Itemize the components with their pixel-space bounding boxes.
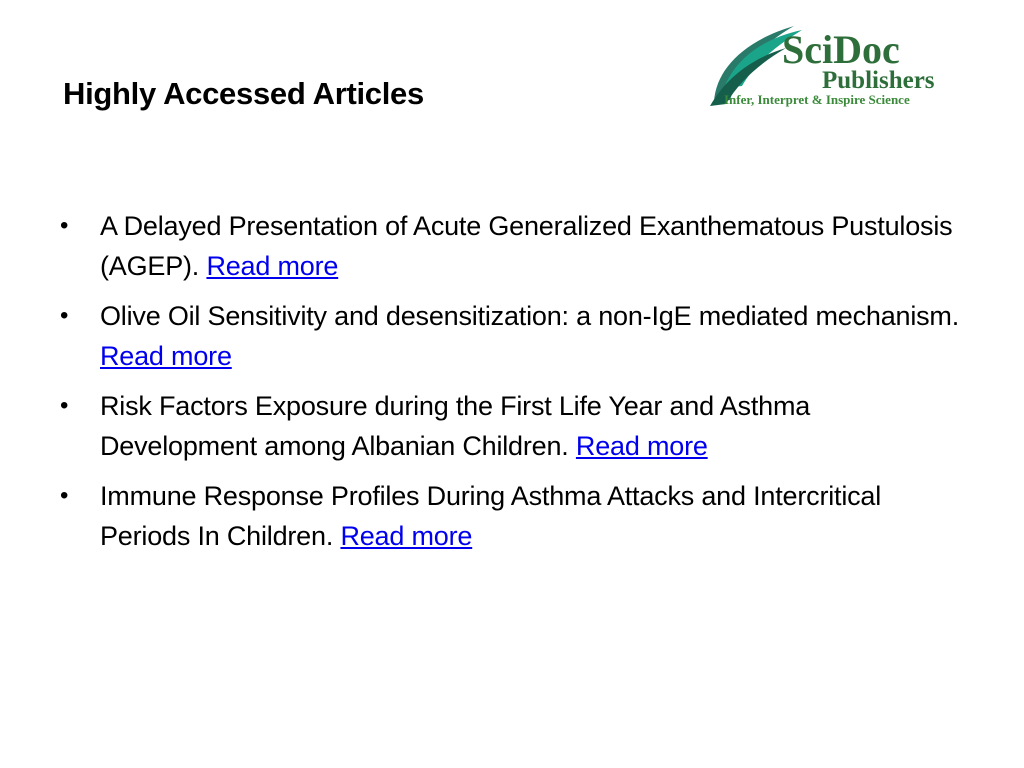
- scidoc-logo: [706, 18, 1006, 110]
- article-title: A Delayed Presentation of Acute Generalized Exanthematous Pustulosis (AGEP).: [100, 211, 953, 281]
- read-more-link[interactable]: Read more: [206, 251, 339, 281]
- list-item: [60, 476, 960, 556]
- bullet: •: [60, 482, 69, 509]
- bullet: •: [60, 212, 69, 239]
- read-more-link[interactable]: Read more: [100, 341, 232, 371]
- read-more-link[interactable]: Read more: [575, 431, 708, 461]
- article-list: [60, 206, 960, 566]
- logo-tagline: Infer, Interpret & Inspire Science: [724, 92, 910, 107]
- bullet: •: [60, 392, 69, 419]
- article-title: Olive Oil Sensitivity and desensitization: a non-IgE mediated mechanism.: [100, 301, 960, 331]
- list-item: [60, 206, 960, 286]
- brand-name: SciDoc: [782, 27, 900, 72]
- read-more-link[interactable]: Read more: [340, 521, 473, 551]
- article-title: Risk Factors Exposure during the First Life Year and Asthma Development among Albanian Children.: [100, 391, 811, 461]
- bullet: •: [60, 302, 69, 329]
- leaf-swoosh-icon: [706, 18, 1006, 110]
- brand-sub: Publishers: [822, 67, 935, 94]
- list-item: [60, 296, 960, 376]
- list-item: [60, 386, 960, 466]
- article-title: Immune Response Profiles During Asthma Attacks and Intercritical Periods In Children.: [100, 481, 882, 551]
- page-title: Highly Accessed Articles: [63, 76, 424, 111]
